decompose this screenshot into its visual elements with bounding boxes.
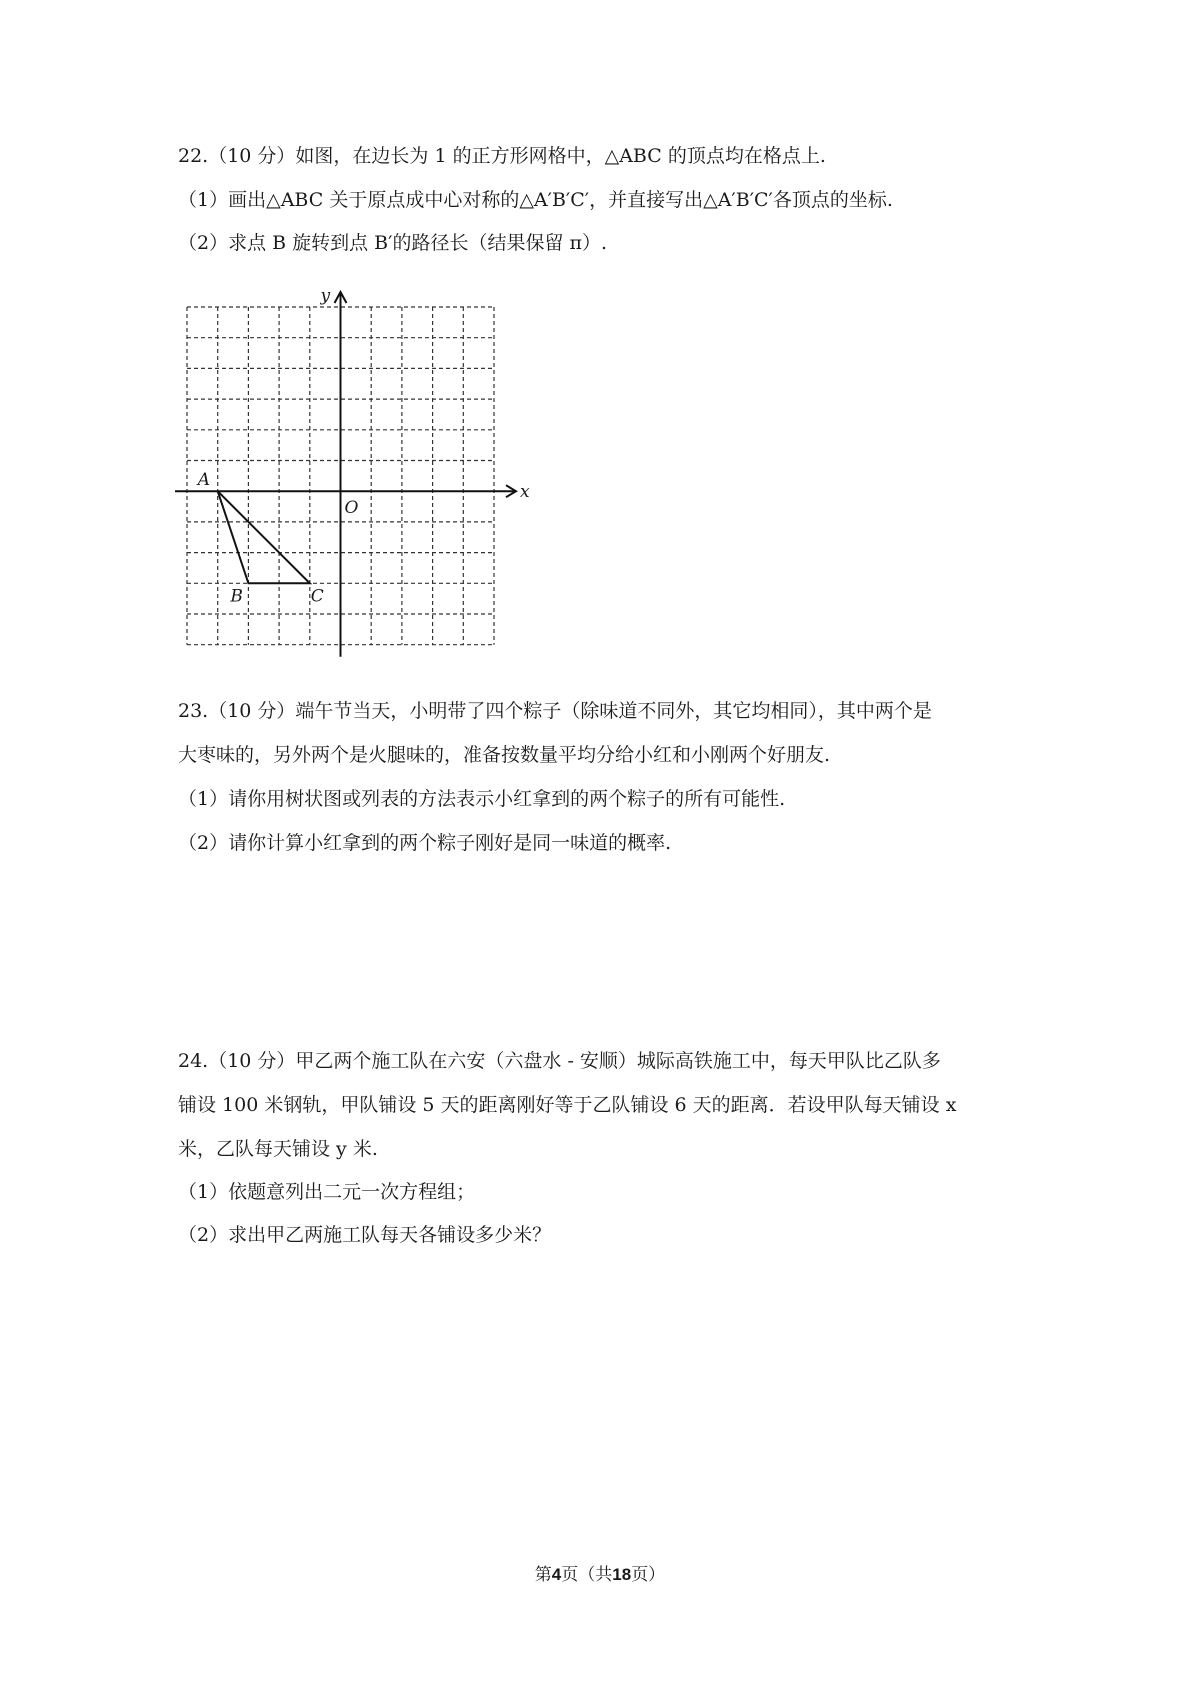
q24-part1: （1）依题意列出二元一次方程组； xyxy=(178,1181,476,1203)
q23-stem-line2: 大枣味的，另外两个是火腿味的，准备按数量平均分给小红和小刚两个好朋友. xyxy=(178,744,831,766)
q24-stem-line1: 24.（10 分）甲乙两个施工队在六安（六盘水 - 安顺）城际高铁施工中，每天甲队比乙队多 xyxy=(178,1050,941,1072)
footer-page-number: 4 xyxy=(551,1565,562,1584)
q22-coordinate-figure xyxy=(170,290,590,690)
q23-part2: （2）请你计算小红拿到的两个粽子刚好是同一味道的概率. xyxy=(178,832,672,854)
footer-middle: 页（共 xyxy=(561,1565,613,1585)
origin-label: O xyxy=(344,498,359,519)
q23-stem-line1: 23.（10 分）端午节当天，小明带了四个粽子（除味道不同外，其它均相同），其中两个是 xyxy=(178,700,932,722)
q22-stem: 22.（10 分）如图，在边长为 1 的正方形网格中，△ABC 的顶点均在格点上. xyxy=(178,145,826,167)
y-axis-label: y xyxy=(320,290,331,306)
footer-suffix: 页） xyxy=(631,1565,666,1585)
q24-stem-line2: 铺设 100 米钢轨，甲队铺设 5 天的距离刚好等于乙队铺设 6 天的距离．若设甲队每天铺设 x xyxy=(178,1094,957,1116)
footer-prefix: 第 xyxy=(534,1565,552,1585)
q23-part1: （1）请你用树状图或列表的方法表示小红拿到的两个粽子的所有可能性. xyxy=(178,788,786,810)
coordinate-grid-svg xyxy=(170,290,590,690)
footer-total-pages: 18 xyxy=(612,1565,632,1584)
triangle-abc xyxy=(218,491,310,583)
q22-part1: （1）画出△ABC 关于原点成中心对称的△A′B′C′，并直接写出△A′B′C′各顶点的坐标. xyxy=(178,189,893,211)
point-c-label: C xyxy=(310,586,324,607)
q22-part2: （2）求点 B 旋转到点 B′的路径长（结果保留 π）. xyxy=(178,232,608,254)
x-axis-label: x xyxy=(520,482,530,503)
page-footer xyxy=(0,1563,1200,1587)
q24-stem-line3: 米，乙队每天铺设 y 米. xyxy=(178,1138,378,1160)
point-b-label: B xyxy=(230,586,243,607)
point-a-label: A xyxy=(197,470,210,491)
q24-part2: （2）求出甲乙两施工队每天各铺设多少米？ xyxy=(178,1224,552,1246)
